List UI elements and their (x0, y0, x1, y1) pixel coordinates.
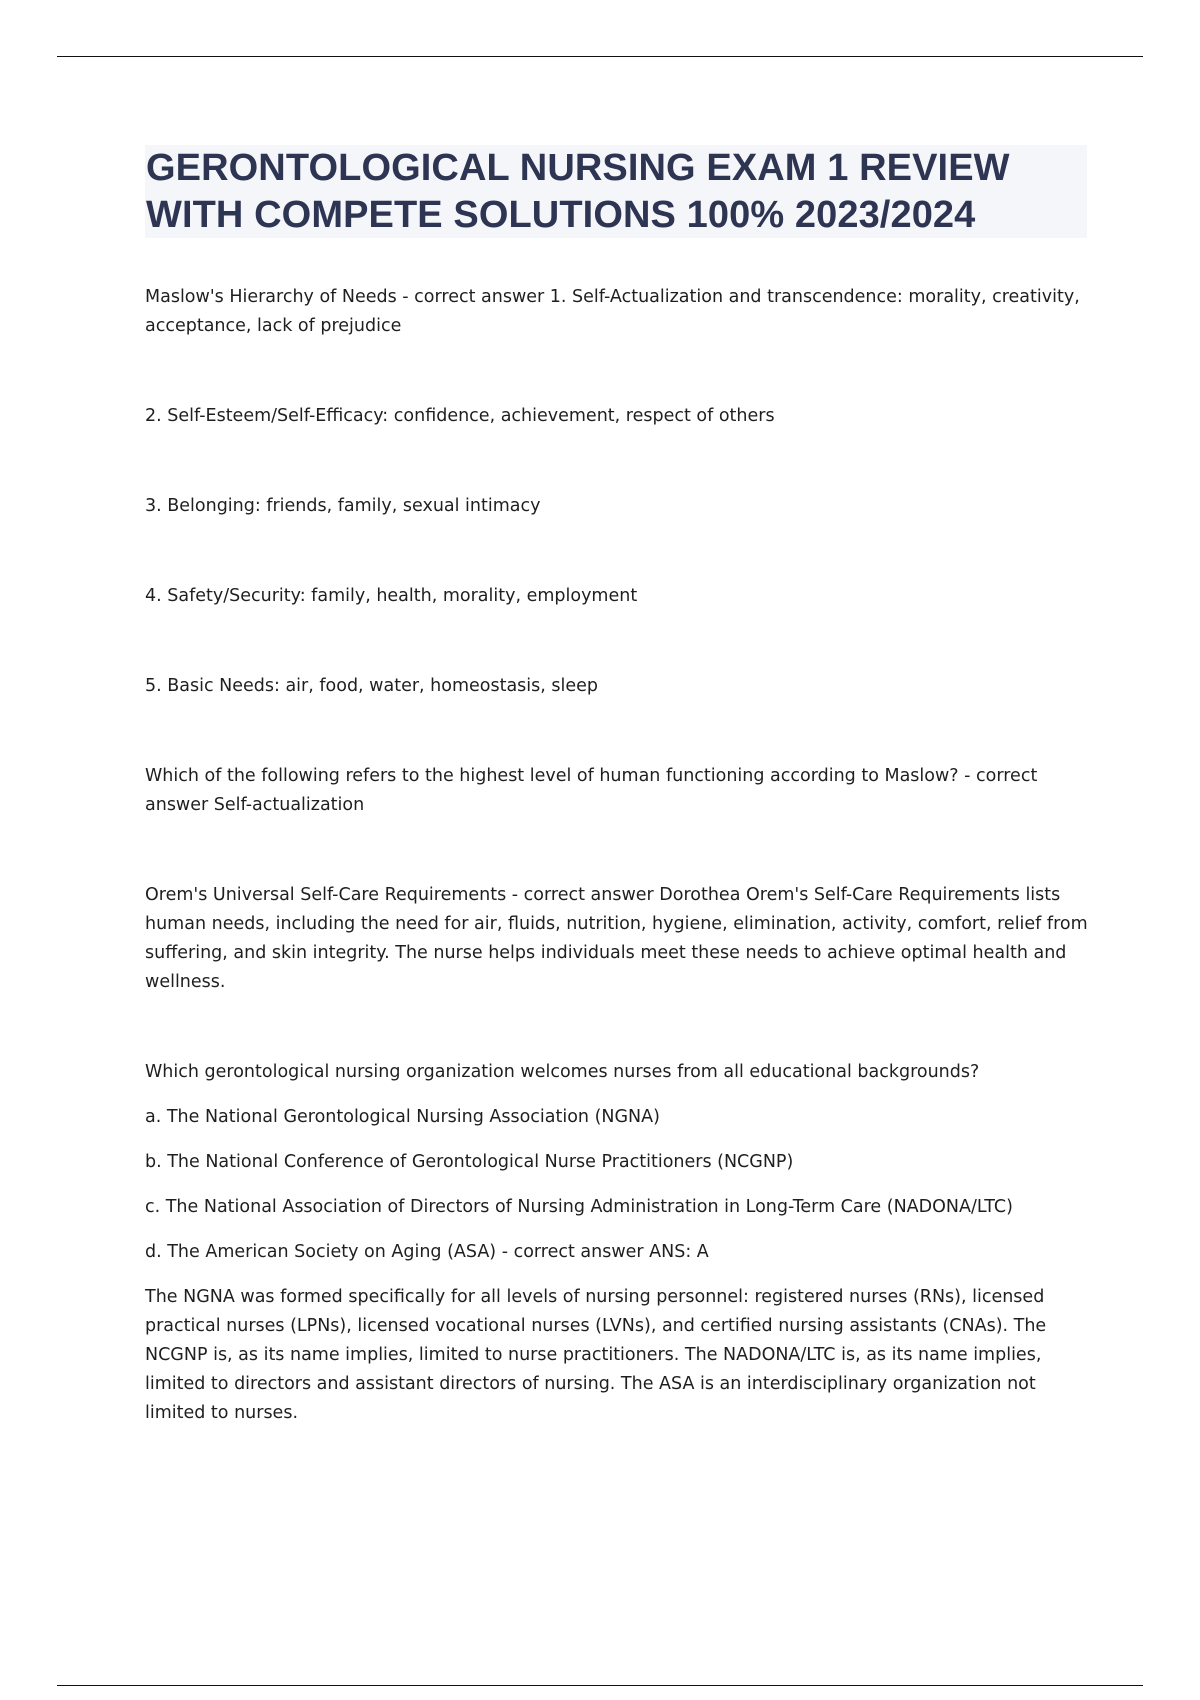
paragraph-safety: 4. Safety/Security: family, health, morality, employment (145, 586, 638, 606)
footer-rule (57, 1685, 1143, 1686)
paragraph-rationale: The NGNA was formed specifically for all levels of nursing personnel: registered nurses (RNs), licensed practical nurses (LPNs), licensed vocational nurses (LVNs), and certified nursing assistants (CNAs). The NCGNP is, as its name implies, limited to nurse practitioners. The NADONA/LTC is, as its name implies, limited to directors and assistant directors of nursing. The ASA is an interdisciplinary organization not limited to nurses. (145, 1287, 1047, 1423)
paragraph-self-esteem: 2. Self-Esteem/Self-Efficacy: confidence, achievement, respect of others (145, 406, 775, 426)
paragraph-basic-needs: 5. Basic Needs: air, food, water, homeostasis, sleep (145, 676, 599, 696)
paragraph-organization-question: Which gerontological nursing organization welcomes nurses from all educational backgrounds? (145, 1062, 980, 1082)
paragraph-maslow-hierarchy: Maslow's Hierarchy of Needs - correct answer 1. Self-Actualization and transcendence: morality, creativity, acceptance, lack of prejudice (145, 287, 1080, 336)
title-block (145, 145, 1087, 238)
option-d: d. The American Society on Aging (ASA) - correct answer ANS: A (145, 1242, 709, 1262)
paragraph-highest-level-question: Which of the following refers to the highest level of human functioning according to Maslow? - correct answer Self-actualization (145, 766, 1038, 815)
paragraph-orem-requirements: Orem's Universal Self-Care Requirements - correct answer Dorothea Orem's Self-Care Requirements lists human needs, including the need for air, fluids, nutrition, hygiene, elimination, activity, comfort, relief from suffering, and skin integrity. The nurse helps individuals meet these needs to achieve optimal health and wellness. (145, 885, 1088, 992)
option-b: b. The National Conference of Gerontological Nurse Practitioners (NCGNP) (145, 1152, 794, 1172)
paragraph-belonging: 3. Belonging: friends, family, sexual intimacy (145, 496, 541, 516)
option-c: c. The National Association of Directors of Nursing Administration in Long-Term Care (NADONA/LTC) (145, 1197, 1013, 1217)
document-body (145, 283, 1090, 1428)
option-a: a. The National Gerontological Nursing Association (NGNA) (145, 1107, 660, 1127)
header-rule (57, 56, 1143, 57)
document-title: GERONTOLOGICAL NURSING EXAM 1 REVIEW WITH COMPETE SOLUTIONS 100% 2023/2024 (146, 147, 1010, 236)
